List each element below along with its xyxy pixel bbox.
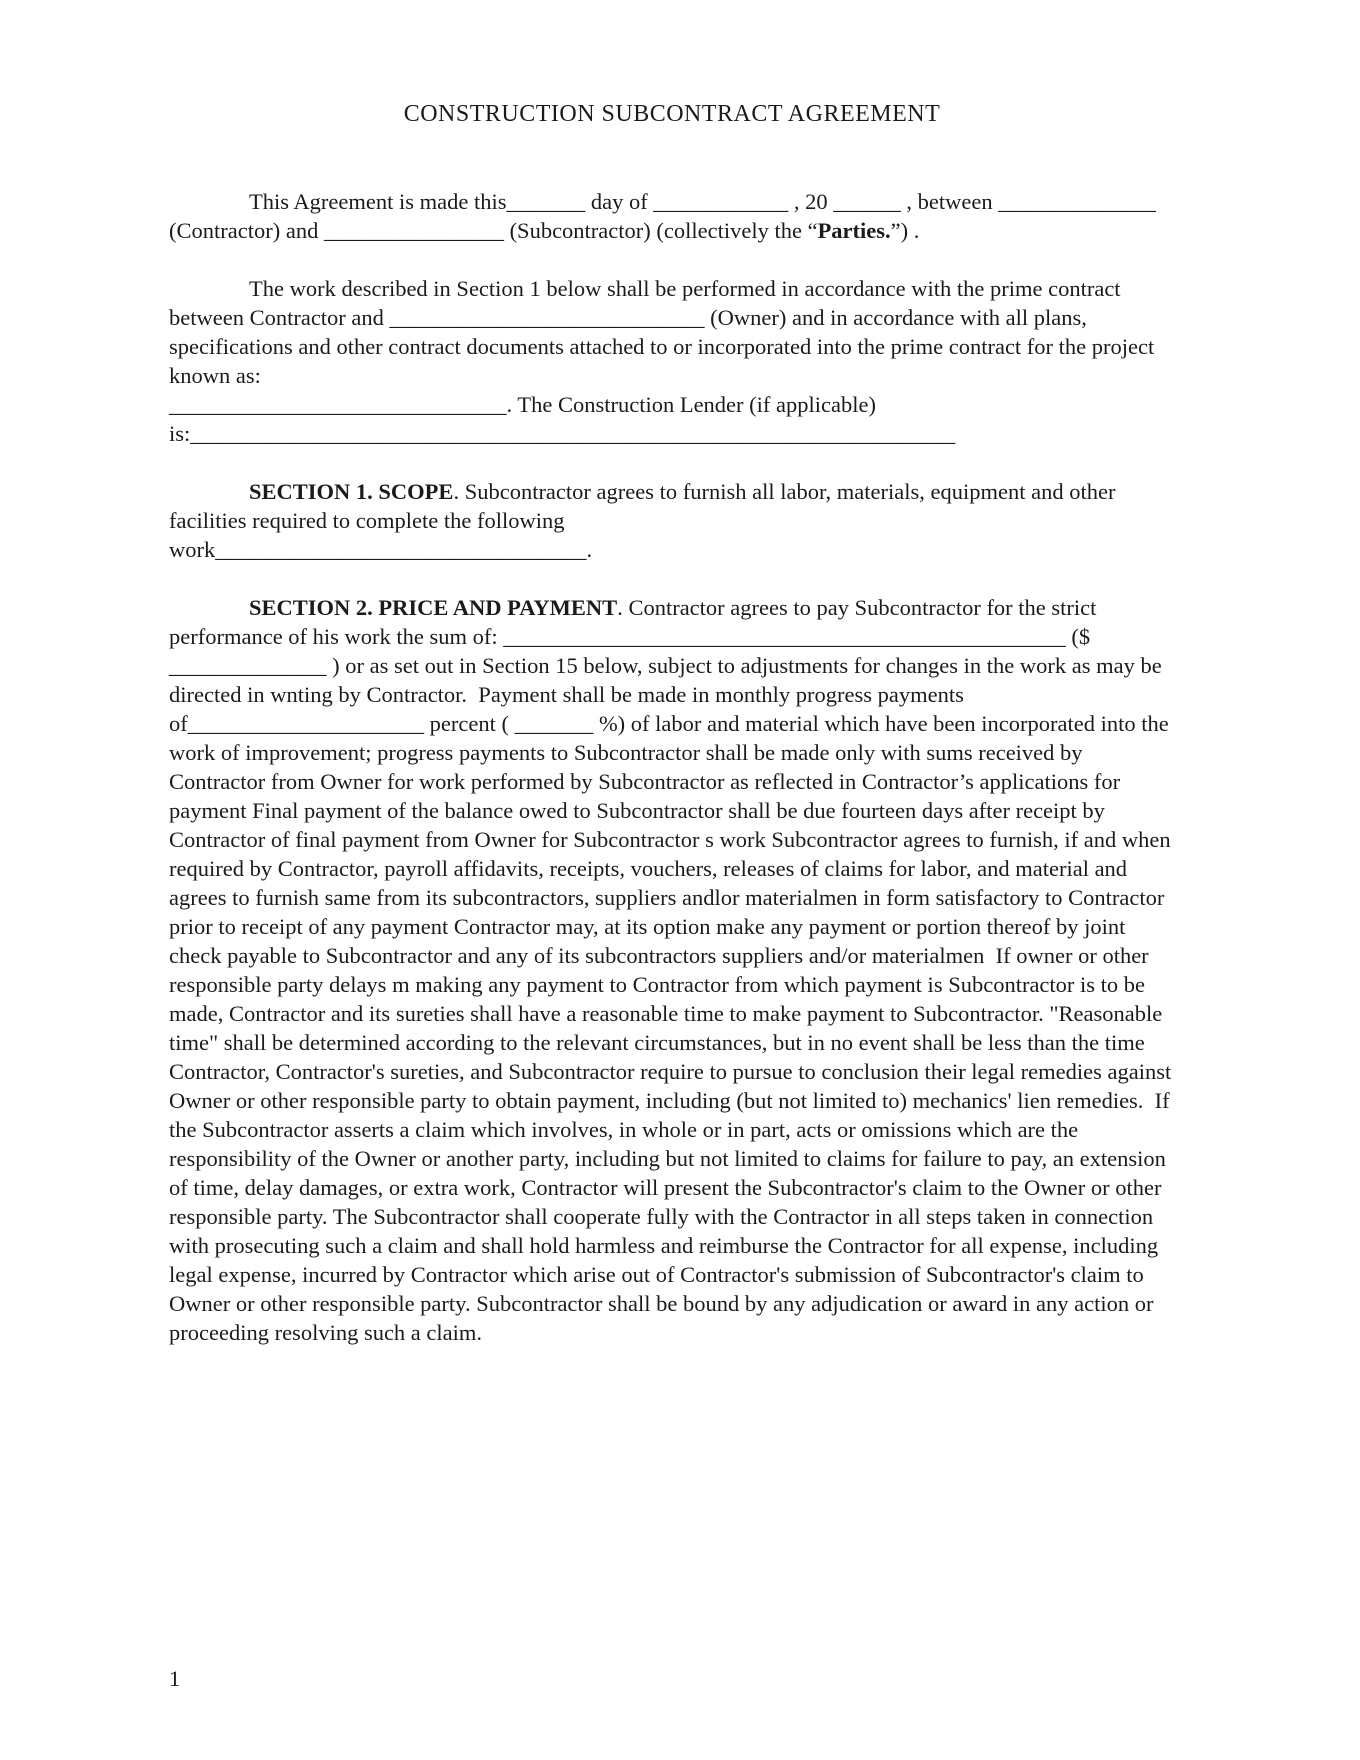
section-1-work-fill-in: work_________________________________. (169, 537, 593, 562)
intro-text: This Agreement is made this_______ day of ____________ , 20 ______ , between ______________ (Contractor) and ________________ (Subcontractor) (collectively the “ (169, 189, 1162, 243)
section-2-paragraph (169, 593, 1175, 1347)
work-clause-text: The work described in Section 1 below shall be performed in accordance with the prime contract between Contractor and ____________________________ (Owner) and in accordance with all plans, specifications and other contract documents attached to or incorporated into the prime contract for the project known as: (169, 276, 1160, 388)
work-clause-fill-in-line: ______________________________. The Construction Lender (if applicable) is:____________________________________________________________________ (169, 392, 956, 446)
work-clause-paragraph (169, 274, 1175, 448)
intro-paragraph (169, 187, 1175, 245)
document-body (169, 187, 1175, 1347)
section-2-text: . Contractor agrees to pay Subcontractor for the strict performance of his work the sum of: __________________________________________________ ($ ______________ ) or as set out in Section 15 below, subject to adjustments for changes in the work as may be directed in wnting by Contractor. Payment shall be made in monthly progress payments of_____________________ percent ( _______ %) of labor and material which have been incorporated into the work of improvement; progress payments to Subcontractor shall be made only with sums received by Contractor from Owner for work performed by Subcontractor as reflected in Contractor’s applications for payment Final payment of the balance owed to Subcontractor shall be due fourteen days after receipt by Contractor of final payment from Owner for Subcontractor s work Subcontractor agrees to furnish, if and when required by Contractor, payroll affidavits, receipts, vouchers, releases of claims for labor, and material and agrees to furnish same from its subcontractors, suppliers andlor materialmen in form satisfactory to Contractor prior to receipt of any payment Contractor may, at its option make any payment or portion thereof by joint check payable to Subcontractor and any of its subcontractors suppliers and/or materialmen If owner or other responsible party delays m making any payment to Contractor from which payment is Subcontractor is to be made, Contractor and its sureties shall have a reasonable time to make payment to Subcontractor. "Reasonable time" shall be determined according to the relevant circumstances, but in no event shall be less than the time Contractor, Contractor's sureties, and Subcontractor require to pursue to conclusion their legal remedies against Owner or other responsible party to obtain payment, including (but not limited to) mechanics' lien remedies. If the Subcontractor asserts a claim which involves, in whole or in part, acts or omissions which are the responsibility of the Owner or another party, including but not limited to claims for failure to pay, an extension of time, delay damages, or extra work, Contractor will present the Subcontractor's claim to the Owner or other responsible party. The Subcontractor shall cooperate fully with the Contractor in all steps taken in connection with prosecuting such a claim and shall hold harmless and reimburse the Contractor for all expense, including legal expense, incurred by Contractor which arise out of Contractor's submission of Subcontractor's claim to Owner or other responsible party. Subcontractor shall be bound by any adjudication or award in any action or proceeding resolving such a claim. (169, 595, 1177, 1345)
section-1-paragraph (169, 477, 1175, 564)
intro-text-end: ”) . (890, 218, 920, 243)
section-1-text: . Subcontractor agrees to furnish all labor, materials, equipment and other facilities required to complete the following (169, 479, 1122, 533)
page-number: 1 (169, 1666, 181, 1691)
section-1-heading: SECTION 1. SCOPE (249, 479, 454, 504)
document-title: CONSTRUCTION SUBCONTRACT AGREEMENT (403, 101, 941, 127)
parties-term: Parties. (817, 218, 891, 243)
section-2-heading: SECTION 2. PRICE AND PAYMENT (249, 595, 618, 620)
